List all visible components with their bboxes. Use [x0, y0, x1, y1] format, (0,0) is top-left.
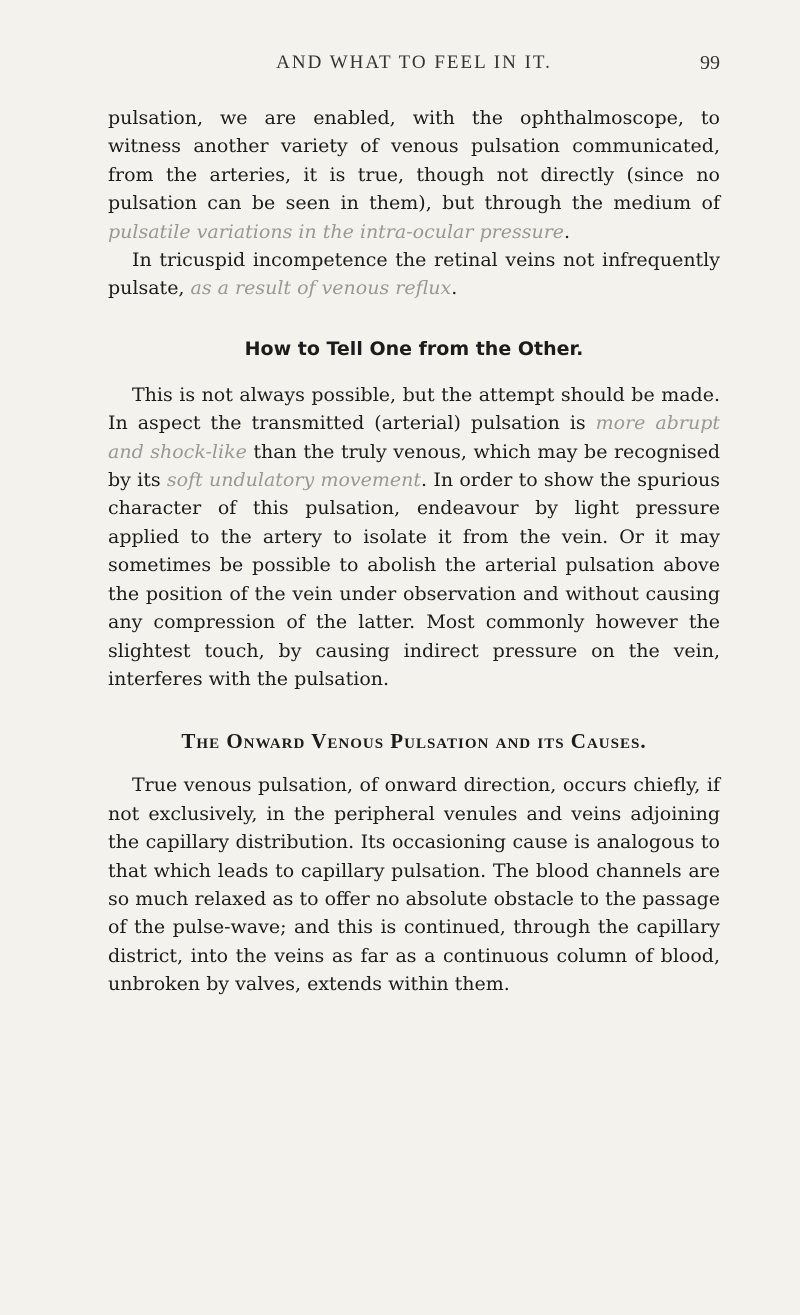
running-head [108, 52, 720, 82]
paragraph-onward-venous: True venous pulsation, of onward direction, occurs chiefly, if not exclusively, in the peripheral venules and veins adjoining the capillary distribution. Its occasioning cause is analogous to that which leads to capillary pulsation. The blood channels are so much relaxed as to offer no absolute obstacle to the passage of the pulse-wave; and this is continued, through the capillary district, into the veins as far as a continuous column of blood, unbroken by valves, extends within them. [108, 774, 720, 996]
running-title: AND WHAT TO FEEL IN IT. [276, 52, 552, 73]
paragraph-intro-text: pulsation, we are enabled, with the ophthalmoscope, to witness another variety of venous pulsation communicated, from the arteries, it is true, though not directly (since no pulsation can be seen in them), but through the medium of [108, 107, 720, 215]
page-number: 99 [700, 52, 720, 74]
paragraph-intro [108, 104, 720, 246]
paragraph-intro-tail: . [564, 220, 571, 243]
paragraph-how-to-tell-text-2: than the truly venous, which may be recognised by its [108, 440, 720, 492]
paragraph-tricuspid [108, 246, 720, 303]
section-heading-how-to-tell: How to Tell One from the Other. [244, 337, 584, 360]
paragraph-how-to-tell-emphasis-2: soft undulatory movement [166, 469, 422, 492]
paragraph-how-to-tell-text-1: This is not always possible, but the attempt should be made. In aspect the transmitted (arterial) pulsation is [108, 383, 720, 435]
body-text [108, 104, 720, 999]
paragraph-tricuspid-text: In tricuspid incompetence the retinal veins not infrequently pulsate, [108, 249, 720, 300]
section-heading-onward-venous: The Onward Venous Pulsation and its Causes. [181, 729, 647, 754]
paragraph-intro-emphasis: pulsatile variations in the intra-ocular pressure [108, 220, 565, 243]
paragraph-tricuspid-tail: . [451, 277, 458, 300]
paragraph-tricuspid-emphasis: as a result of venous reflux [190, 277, 452, 300]
paragraph-how-to-tell [108, 381, 720, 693]
book-page [108, 0, 720, 1315]
paragraph-how-to-tell-text-3: . In order to show the spurious character of this pulsation, endeavour by light pressure applied to the artery to isolate it from the vein. Or it may sometimes be possible to abolish the arterial pulsation above the position of the vein under observation and without causing any compression of the latter. Most commonly however the slightest touch, by causing indirect pressure on the vein, interferes with the pulsation. [108, 469, 720, 690]
paragraph-how-to-tell-emphasis-1: more abrupt and shock-like [108, 412, 720, 463]
